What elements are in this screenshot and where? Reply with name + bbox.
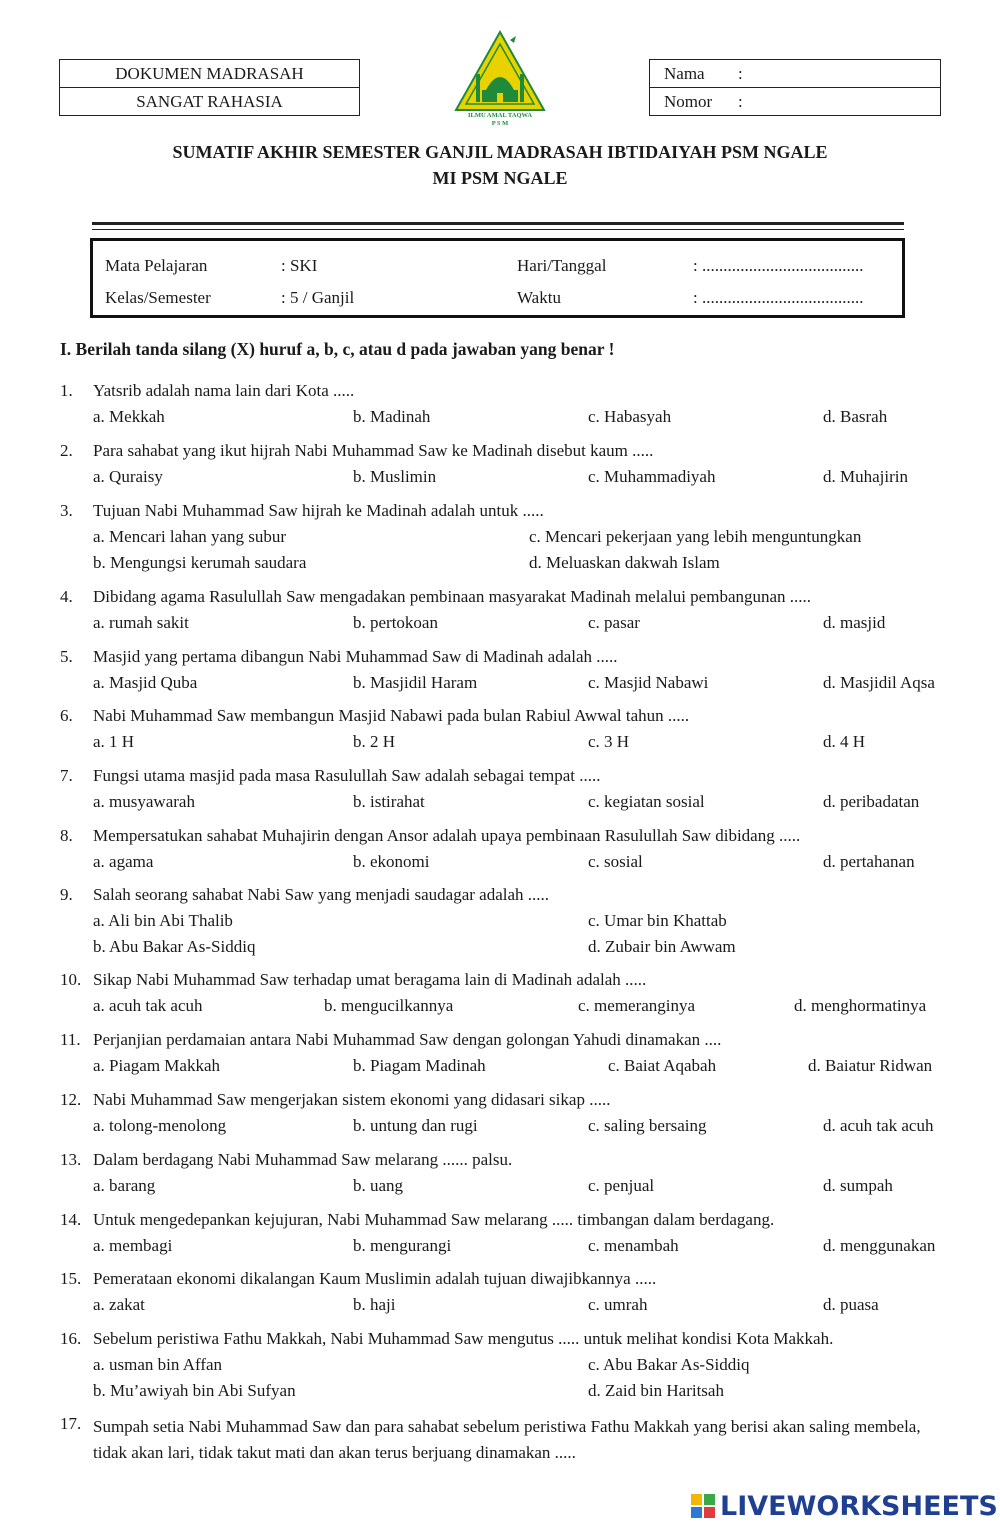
number-label: Nomor (664, 92, 713, 111)
option-c[interactable]: c. Mencari pekerjaan yang lebih menguntungkan (529, 527, 862, 546)
header-divider-thick (92, 222, 904, 225)
question-number: 9. (60, 885, 73, 904)
class-value: : 5 / Ganjil (281, 288, 355, 307)
option-b[interactable]: b. mengurangi (353, 1236, 452, 1255)
question-number: 5. (60, 647, 73, 666)
name-colon: : (738, 64, 743, 83)
option-a[interactable]: a. barang (93, 1176, 156, 1195)
question-number: 15. (60, 1269, 82, 1288)
liveworksheets-logo-icon (690, 1493, 716, 1519)
question-number: 8. (60, 826, 73, 845)
option-a[interactable]: a. acuh tak acuh (93, 996, 203, 1015)
option-d[interactable]: d. menghormatinya (794, 996, 927, 1015)
question-text: Masjid yang pertama dibangun Nabi Muhammad Saw di Madinah adalah ..... (93, 647, 618, 666)
question-text: Nabi Muhammad Saw membangun Masjid Nabawi pada bulan Rabiul Awwal tahun ..... (93, 706, 690, 725)
option-a[interactable]: a. usman bin Affan (93, 1355, 223, 1374)
question-text: Sebelum peristiwa Fathu Makkah, Nabi Muhammad Saw mengutus ..... untuk melihat kondisi Kota Makkah. (93, 1329, 834, 1348)
question-number: 14. (60, 1210, 82, 1229)
option-d[interactable]: d. Basrah (823, 407, 888, 426)
secrecy-label-box (59, 87, 360, 116)
option-c[interactable]: c. penjual (588, 1176, 655, 1195)
option-b[interactable]: b. Muslimin (353, 467, 437, 486)
option-b[interactable]: b. Mu’awiyah bin Abi Sufyan (93, 1381, 296, 1400)
subject-value: : SKI (281, 256, 318, 275)
question-text: Yatsrib adalah nama lain dari Kota ..... (93, 381, 355, 400)
option-a[interactable]: a. zakat (93, 1295, 145, 1314)
option-a[interactable]: a. Ali bin Abi Thalib (93, 911, 233, 930)
question-number: 11. (60, 1030, 81, 1049)
exam-info-box (90, 238, 905, 318)
question-text: Salah seorang sahabat Nabi Saw yang menjadi saudagar adalah ..... (93, 885, 550, 904)
option-a[interactable]: a. membagi (93, 1236, 173, 1255)
logo-motto: ILMU AMAL TAQWA (467, 112, 533, 119)
time-label: Waktu (517, 288, 561, 307)
option-b[interactable]: b. Mengungsi kerumah saudara (93, 553, 307, 572)
option-d[interactable]: d. Zaid bin Haritsah (588, 1381, 724, 1400)
option-a[interactable]: a. agama (93, 852, 154, 871)
option-a[interactable]: a. tolong-menolong (93, 1116, 227, 1135)
option-c[interactable]: c. Masjid Nabawi (588, 673, 709, 692)
option-d[interactable]: d. pertahanan (823, 852, 915, 871)
option-b[interactable]: b. Piagam Madinah (353, 1056, 486, 1075)
option-b[interactable]: b. Masjidil Haram (353, 673, 478, 692)
option-d[interactable]: d. acuh tak acuh (823, 1116, 934, 1135)
option-c[interactable]: c. umrah (588, 1295, 648, 1314)
question-text: Nabi Muhammad Saw mengerjakan sistem ekonomi yang didasari sikap ..... (93, 1090, 611, 1109)
option-b[interactable]: b. istirahat (353, 792, 425, 811)
question-number: 2. (60, 441, 73, 460)
option-b[interactable]: b. pertokoan (353, 613, 438, 632)
number-field-box[interactable] (649, 87, 941, 116)
option-b[interactable]: b. haji (353, 1295, 396, 1314)
option-d[interactable]: d. Baiatur Ridwan (808, 1056, 933, 1075)
class-label: Kelas/Semester (105, 288, 211, 307)
option-c[interactable]: c. Baiat Aqabah (608, 1056, 717, 1075)
option-d[interactable]: d. masjid (823, 613, 886, 632)
question-number: 6. (60, 706, 73, 725)
question-text: Pemerataan ekonomi dikalangan Kaum Muslimin adalah tujuan diwajibkannya ..... (93, 1269, 657, 1288)
document-label: DOKUMEN MADRASAH (115, 64, 304, 83)
school-name: MI PSM NGALE (432, 168, 568, 188)
question-number: 7. (60, 766, 73, 785)
question-text: Para sahabat yang ikut hijrah Nabi Muhammad Saw ke Madinah disebut kaum ..... (93, 441, 654, 460)
question-text: Dibidang agama Rasulullah Saw mengadakan pembinaan masyarakat Madinah melalui pembangunan ..... (93, 587, 812, 606)
question-number: 3. (60, 501, 73, 520)
option-c[interactable]: c. Umar bin Khattab (588, 911, 727, 930)
option-c[interactable]: c. menambah (588, 1236, 679, 1255)
option-b[interactable]: b. uang (353, 1176, 404, 1195)
liveworksheets-watermark (690, 1488, 998, 1524)
question-text: Tujuan Nabi Muhammad Saw hijrah ke Madinah adalah untuk ..... (93, 501, 544, 520)
question-text: Mempersatukan sahabat Muhajirin dengan Ansor adalah upaya pembinaan Rasulullah Saw dibidang ..... (93, 826, 801, 845)
option-b[interactable]: b. Madinah (353, 407, 431, 426)
question-text: Untuk mengedepankan kejujuran, Nabi Muhammad Saw melarang ..... timbangan dalam berdagang. (93, 1210, 775, 1229)
name-field-box[interactable] (649, 59, 941, 88)
option-b[interactable]: b. 2 H (353, 732, 396, 751)
option-a[interactable]: a. Quraisy (93, 467, 163, 486)
option-a[interactable]: a. musyawarah (93, 792, 195, 811)
question-number: 12. (60, 1090, 82, 1109)
option-d[interactable]: d. sumpah (823, 1176, 893, 1195)
option-b[interactable]: b. Abu Bakar As-Siddiq (93, 937, 256, 956)
option-b[interactable]: b. mengucilkannya (324, 996, 454, 1015)
header-divider-thin (92, 229, 904, 230)
option-d[interactable]: d. Zubair bin Awwam (588, 937, 736, 956)
option-b[interactable]: b. ekonomi (353, 852, 430, 871)
option-d[interactable]: d. Meluaskan dakwah Islam (529, 553, 720, 572)
option-c[interactable]: c. sosial (588, 852, 643, 871)
question-number: 13. (60, 1150, 82, 1169)
question-text: Dalam berdagang Nabi Muhammad Saw melarang ...... palsu. (93, 1150, 513, 1169)
day-label: Hari/Tanggal (517, 256, 607, 275)
option-c[interactable]: c. saling bersaing (588, 1116, 707, 1135)
exam-title: SUMATIF AKHIR SEMESTER GANJIL MADRASAH IBTIDAIYAH PSM NGALE (172, 142, 828, 162)
day-value[interactable]: : ...................................... (693, 256, 864, 275)
question-number: 10. (60, 970, 82, 989)
option-a[interactable]: a. 1 H (93, 732, 135, 751)
question-number: 4. (60, 587, 73, 606)
option-a[interactable]: a. Piagam Makkah (93, 1056, 220, 1075)
option-c[interactable]: c. kegiatan sosial (588, 792, 705, 811)
option-d[interactable]: d. Masjidil Aqsa (823, 673, 935, 692)
question-number: 16. (60, 1329, 82, 1348)
option-d[interactable]: d. peribadatan (823, 792, 920, 811)
question-text: Sikap Nabi Muhammad Saw terhadap umat beragama lain di Madinah adalah ..... (93, 970, 647, 989)
question-text: Fungsi utama masjid pada masa Rasulullah Saw adalah sebagai tempat ..... (93, 766, 601, 785)
option-d[interactable]: d. 4 H (823, 732, 866, 751)
number-colon: : (738, 92, 743, 111)
question-text: Sumpah setia Nabi Muhammad Saw dan para sahabat sebelum peristiwa Fathu Makkah yang berisi akan saling membela, tidak akan lari, tidak takut mati dan akan terus berjuang dinamakan ..... (93, 1417, 921, 1462)
option-c[interactable]: c. pasar (588, 613, 640, 632)
school-logo (452, 30, 548, 126)
option-c[interactable]: c. Muhammadiyah (588, 467, 716, 486)
option-a[interactable]: a. Masjid Quba (93, 673, 198, 692)
question-number: 17. (60, 1414, 82, 1433)
name-label: Nama (664, 64, 705, 83)
option-d[interactable]: d. menggunakan (823, 1236, 936, 1255)
time-value[interactable]: : ...................................... (693, 288, 864, 307)
question-number: 1. (60, 381, 73, 400)
question-text: Perjanjian perdamaian antara Nabi Muhammad Saw dengan golongan Yahudi dinamakan .... (93, 1030, 722, 1049)
option-a[interactable]: a. Mencari lahan yang subur (93, 527, 287, 546)
option-c[interactable]: c. Abu Bakar As-Siddiq (588, 1355, 750, 1374)
option-d[interactable]: d. Muhajirin (823, 467, 908, 486)
secrecy-label: SANGAT RAHASIA (136, 92, 283, 111)
option-b[interactable]: b. untung dan rugi (353, 1116, 478, 1135)
option-c[interactable]: c. Habasyah (588, 407, 672, 426)
watermark-text: LIVEWORKSHEETS (720, 1490, 998, 1522)
option-c[interactable]: c. memeranginya (578, 996, 696, 1015)
subject-label: Mata Pelajaran (105, 256, 208, 275)
logo-initials: P S M (491, 120, 509, 126)
document-label-box (59, 59, 360, 88)
option-d[interactable]: d. puasa (823, 1295, 879, 1314)
option-c[interactable]: c. 3 H (588, 732, 630, 751)
option-a[interactable]: a. Mekkah (93, 407, 165, 426)
option-a[interactable]: a. rumah sakit (93, 613, 189, 632)
instruction-heading: I. Berilah tanda silang (X) huruf a, b, c, atau d pada jawaban yang benar ! (60, 339, 615, 359)
